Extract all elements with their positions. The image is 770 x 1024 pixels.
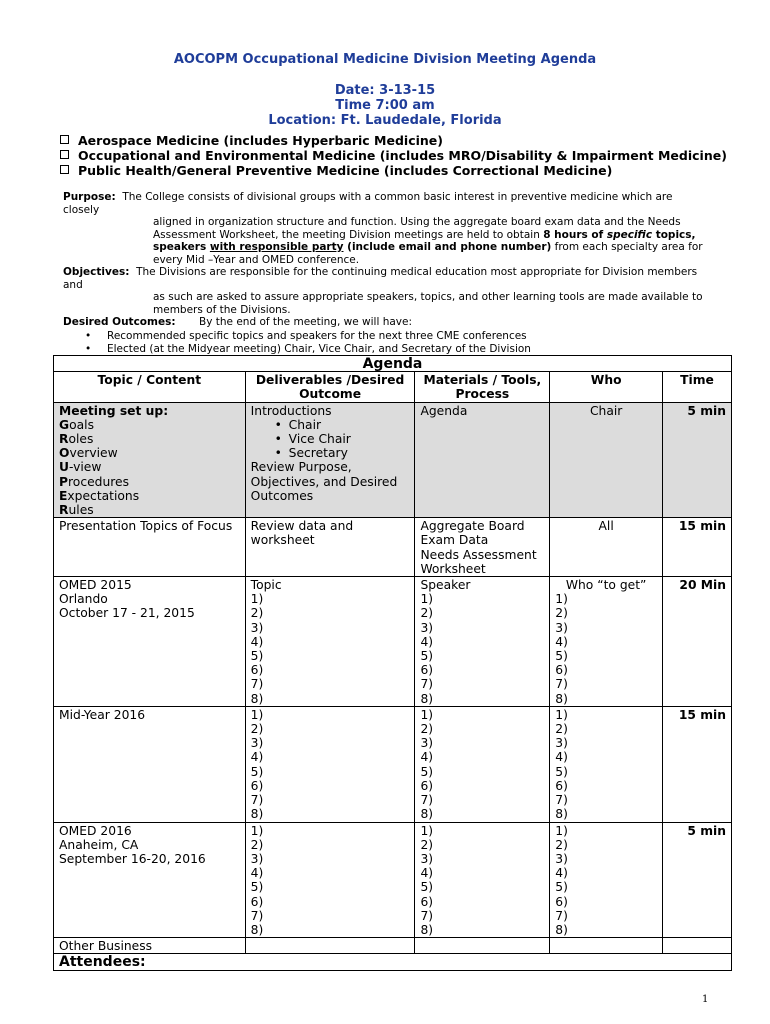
- omed2015-topic: OMED 2015 Orlando October 17 - 21, 2015: [54, 577, 246, 707]
- list-item: 2): [250, 606, 264, 621]
- list-item: 6): [420, 778, 434, 793]
- table-row: [54, 822, 732, 938]
- list-item: 5): [250, 764, 264, 779]
- list-item: 5): [555, 649, 568, 664]
- list-item: 6): [420, 663, 434, 678]
- midyear2016-deliverables: [245, 706, 415, 822]
- list-item: 7): [250, 793, 264, 808]
- list-item: 1): [420, 823, 434, 838]
- presentation-deliverables: Review data and worksheet: [245, 518, 415, 577]
- division-item: Public Health/General Preventive Medicine (includes Correctional Medicine): [60, 163, 727, 178]
- header-who: Who: [550, 372, 663, 402]
- list-item: 8): [420, 807, 434, 822]
- list-item: 7): [555, 793, 568, 808]
- presentation-materials: Aggregate Board Exam Data Needs Assessment Worksheet: [415, 518, 550, 577]
- page-number: 1: [702, 994, 709, 1005]
- list-item: 6): [250, 778, 264, 793]
- setup-time: 5 min: [663, 402, 732, 518]
- list-item: 4): [250, 634, 264, 649]
- list-item: 6): [250, 894, 264, 909]
- list-item: 4): [555, 634, 568, 649]
- list-item: 2): [250, 837, 264, 852]
- list-item: 3): [420, 620, 434, 635]
- list-item: 5): [420, 764, 434, 779]
- desired-outcomes-section: Desired Outcomes: By the end of the meeting, we will have: • Recommended specific topics and speakers for the next three CME conferences • Elected (at the Midyear meeting) Chair, Vice Chair, and Secretary of the Division: [63, 316, 531, 355]
- agenda-title: Agenda: [54, 356, 732, 372]
- list-item: 4): [250, 750, 264, 765]
- other-business: Other Business: [54, 938, 246, 954]
- setup-topic: Meeting set up: Goals Roles Overview U-view Procedures Expectations Rules: [54, 402, 246, 518]
- table-row: [54, 954, 732, 970]
- division-checklist: [60, 133, 727, 178]
- list-item: 2): [555, 606, 568, 621]
- list-item: 3): [420, 851, 434, 866]
- midyear2016-materials: [415, 706, 550, 822]
- list-item: 8): [555, 691, 568, 706]
- setup-materials: Agenda: [415, 402, 550, 518]
- table-row: [54, 938, 732, 954]
- list-item: 2): [250, 722, 264, 737]
- presentation-who: All: [550, 518, 663, 577]
- omed2015-who: Who “to get” 1) 2) 3) 4) 5) 6) 7) 8): [550, 577, 663, 707]
- division-item: Aerospace Medicine (includes Hyperbaric Medicine): [60, 133, 727, 148]
- list-item: 7): [420, 677, 434, 692]
- omed2016-materials: [415, 822, 550, 938]
- attendees-label: Attendees:: [54, 954, 732, 970]
- table-row: [54, 706, 732, 822]
- list-item: 1): [250, 707, 264, 722]
- meeting-time: Time 7:00 am: [335, 98, 435, 113]
- table-row: [54, 577, 732, 707]
- list-item: 1): [250, 592, 264, 607]
- table-row: [54, 402, 732, 518]
- objectives-label: Objectives:: [63, 266, 130, 278]
- list-item: 8): [420, 691, 434, 706]
- list-item: 1): [555, 823, 568, 838]
- list-item: 7): [250, 908, 264, 923]
- list-item: 5): [250, 880, 264, 895]
- list-item: 3): [420, 736, 434, 751]
- outcome-bullet: • Recommended specific topics and speakers for the next three CME conferences: [85, 329, 527, 342]
- list-item: 3): [555, 851, 568, 866]
- purpose-section: Purpose: The College consists of divisional groups with a common basic interest in preventive medicine which are closely aligned in organization structure and function. Using the aggregate board exam data and the Needs Assessment Worksheet, the meeting Division meetings are held to obtain 8 hours of specific topics, speakers with responsible party (include email and phone number) from each specialty area for every Mid –Year and OMED conference.: [63, 191, 703, 266]
- presentation-time: 15 min: [663, 518, 732, 577]
- numbered-list: [420, 824, 544, 938]
- list-item: 5): [420, 880, 434, 895]
- numbered-list: [555, 592, 657, 706]
- header-time: Time: [663, 372, 732, 402]
- list-item: 7): [420, 908, 434, 923]
- document-title: AOCOPM Occupational Medicine Division Meeting Agenda: [173, 52, 597, 67]
- numbered-list: [251, 592, 410, 706]
- outcome-bullet: • Elected (at the Midyear meeting) Chair, Vice Chair, and Secretary of the Division: [85, 343, 531, 355]
- list-item: 3): [250, 620, 264, 635]
- list-item: 6): [555, 663, 568, 678]
- list-item: 8): [555, 807, 568, 822]
- list-item: 8): [420, 922, 434, 937]
- list-item: 3): [250, 736, 264, 751]
- list-item: 8): [250, 807, 264, 822]
- omed2015-materials: Speaker 1) 2) 3) 4) 5) 6) 7) 8): [415, 577, 550, 707]
- midyear2016-who: [550, 706, 663, 822]
- midyear2016-time: 15 min: [663, 706, 732, 822]
- numbered-list: [555, 708, 657, 822]
- division-item: Occupational and Environmental Medicine (includes MRO/Disability & Impairment Medicine): [60, 148, 727, 163]
- list-item: 2): [555, 837, 568, 852]
- agenda-header-row: [54, 372, 732, 402]
- list-item: 5): [555, 764, 568, 779]
- list-item: 4): [250, 866, 264, 881]
- list-item: 5): [420, 649, 434, 664]
- checkbox-icon: [60, 135, 69, 144]
- list-item: 3): [555, 736, 568, 751]
- omed2016-time: 5 min: [663, 822, 732, 938]
- list-item: 6): [420, 894, 434, 909]
- numbered-list: [420, 592, 544, 706]
- omed2016-topic: OMED 2016 Anaheim, CA September 16-20, 2016: [54, 822, 246, 938]
- agenda-table: [53, 355, 732, 971]
- list-item: 7): [420, 793, 434, 808]
- numbered-list: [251, 708, 410, 822]
- list-item: 7): [555, 677, 568, 692]
- presentation-topic: Presentation Topics of Focus: [54, 518, 246, 577]
- list-item: 4): [420, 750, 434, 765]
- list-item: 8): [250, 691, 264, 706]
- list-item: 2): [420, 837, 434, 852]
- header-deliverables: Deliverables /Desired Outcome: [245, 372, 415, 402]
- list-item: 2): [555, 722, 568, 737]
- table-row: [54, 518, 732, 577]
- list-item: 1): [555, 592, 568, 607]
- purpose-label: Purpose:: [63, 191, 116, 203]
- list-item: 6): [555, 778, 568, 793]
- meeting-location: Location: Ft. Laudedale, Florida: [268, 113, 502, 128]
- list-item: 4): [555, 750, 568, 765]
- objectives-section: Objectives: The Divisions are responsible for the continuing medical education most appropriate for Division members and as such are asked to assure appropriate speakers, topics, and other learning tools are made available to members of the Divisions.: [63, 266, 703, 316]
- setup-who: Chair: [550, 402, 663, 518]
- list-item: 4): [420, 866, 434, 881]
- checkbox-icon: [60, 150, 69, 159]
- list-item: 3): [250, 851, 264, 866]
- omed2015-time: 20 Min: [663, 577, 732, 707]
- omed2015-deliverables: Topic 1) 2) 3) 4) 5) 6) 7) 8): [245, 577, 415, 707]
- list-item: 4): [555, 866, 568, 881]
- numbered-list: [251, 824, 410, 938]
- numbered-list: [555, 824, 657, 938]
- omed2016-deliverables: [245, 822, 415, 938]
- list-item: 3): [555, 620, 568, 635]
- list-item: 6): [555, 894, 568, 909]
- list-item: 1): [420, 707, 434, 722]
- list-item: 5): [250, 649, 264, 664]
- list-item: 1): [420, 592, 434, 607]
- setup-deliverables: Introductions • Chair • Vice Chair • Secretary Review Purpose, Objectives, and Desired Outcomes: [245, 402, 415, 518]
- outcomes-label: Desired Outcomes:: [63, 316, 176, 328]
- meeting-date: Date: 3-13-15: [334, 83, 436, 98]
- list-item: 8): [250, 922, 264, 937]
- header-materials: Materials / Tools, Process: [415, 372, 550, 402]
- list-item: 1): [250, 823, 264, 838]
- list-item: 2): [420, 722, 434, 737]
- midyear2016-topic: Mid-Year 2016: [54, 706, 246, 822]
- list-item: 7): [250, 677, 264, 692]
- numbered-list: [420, 708, 544, 822]
- list-item: 1): [555, 707, 568, 722]
- list-item: 7): [555, 908, 568, 923]
- list-item: 2): [420, 606, 434, 621]
- header-topic: Topic / Content: [54, 372, 246, 402]
- checkbox-icon: [60, 165, 69, 174]
- list-item: 6): [250, 663, 264, 678]
- list-item: 5): [555, 880, 568, 895]
- list-item: 4): [420, 634, 434, 649]
- omed2016-who: [550, 822, 663, 938]
- list-item: 8): [555, 922, 568, 937]
